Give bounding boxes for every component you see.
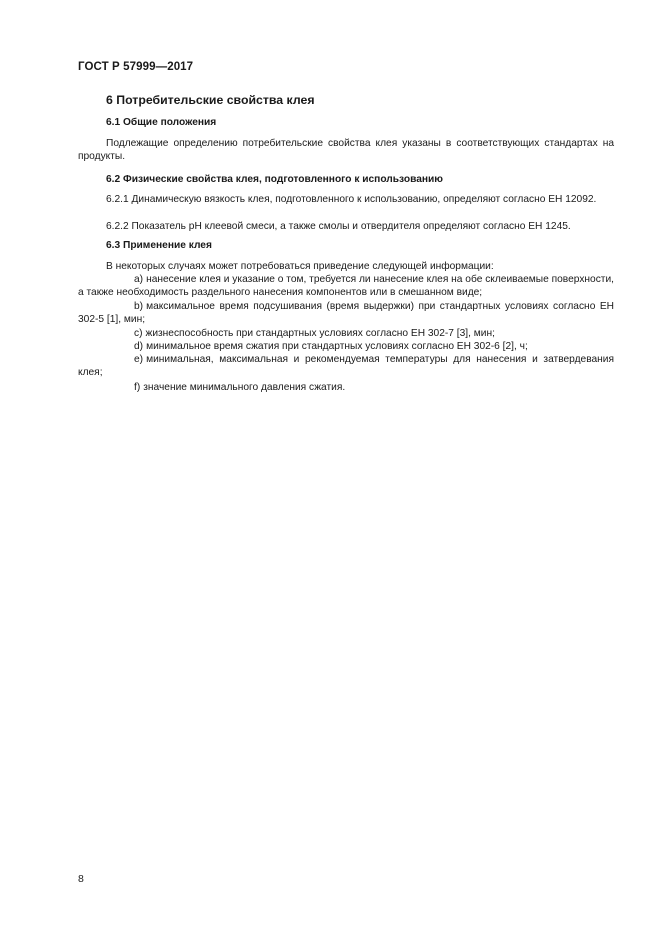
list-marker: c)	[134, 328, 143, 339]
document-code-header: ГОСТ Р 57999—2017	[78, 61, 194, 73]
list-marker: f)	[134, 382, 141, 393]
list-item-text: минимальное время сжатия при стандартных условиях согласно ЕН 302-6 [2], ч;	[146, 341, 528, 352]
page-number: 8	[78, 873, 84, 885]
list-item-b	[78, 300, 614, 327]
list-item-c	[78, 327, 614, 340]
section-6-3-intro: В некоторых случаях может потребоваться приведение следующей информации:	[106, 261, 494, 272]
section-6-title: 6 Потребительские свойства клея	[106, 93, 315, 107]
list-marker: d)	[134, 341, 144, 352]
list-item-f	[78, 381, 614, 394]
list-marker: a)	[134, 274, 144, 285]
list-item-text: значение минимального давления сжатия.	[143, 382, 346, 393]
list-item-text: минимальная, максимальная и рекомендуемая температуры для нанесения и затвердевания клея;	[78, 354, 614, 379]
section-6-1-text: Подлежащие определению потребительские свойства клея указаны в соответствующих стандартах на продукты.	[78, 138, 614, 163]
section-6-2-1-text: 6.2.1 Динамическую вязкость клея, подготовленного к использованию, определяют согласно ЕН 12092.	[106, 194, 597, 205]
list-item-e	[78, 353, 614, 380]
section-6-2-title: 6.2 Физические свойства клея, подготовленного к использованию	[106, 174, 443, 185]
list-marker: e)	[134, 354, 144, 365]
list-item-a	[78, 273, 614, 300]
list-item-text: жизнеспособность при стандартных условиях согласно ЕН 302-7 [3], мин;	[145, 328, 495, 339]
section-6-1-title: 6.1 Общие положения	[106, 117, 217, 128]
list-item-text: нанесение клея и указание о том, требуется ли нанесение клея на обе склеиваемые поверхности, а также необходимость раздельного нанесения компонентов или в смешанном виде;	[78, 274, 614, 299]
section-6-2-2-text: 6.2.2 Показатель рН клеевой смеси, а также смолы и отвердителя определяют согласно ЕН 1245.	[106, 221, 571, 232]
list-marker: b)	[134, 301, 144, 312]
section-6-3-title: 6.3 Применение клея	[106, 240, 212, 251]
list-item-d	[78, 340, 614, 353]
list-item-text: максимальное время подсушивания (время выдержки) при стандартных условиях согласно ЕН 302-5 [1], мин;	[78, 301, 614, 326]
